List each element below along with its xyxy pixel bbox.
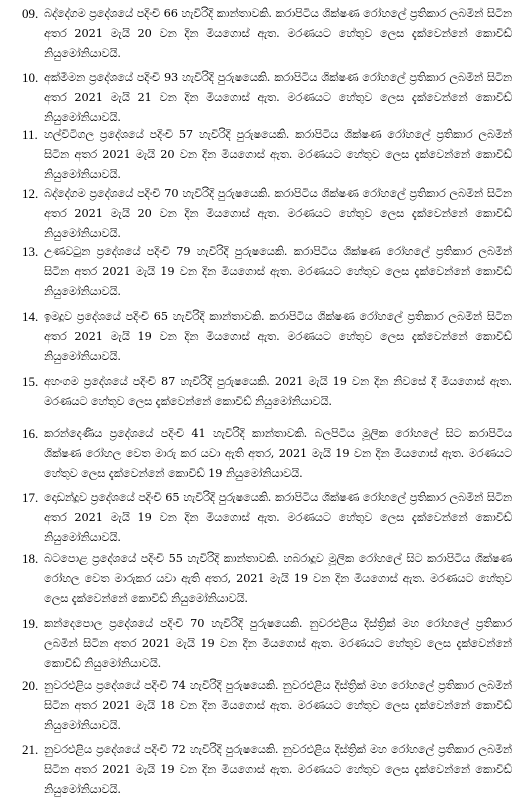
item-number: 16. xyxy=(22,426,39,441)
item-number: 09. xyxy=(22,6,39,21)
list-item xyxy=(22,372,512,412)
item-number: 13. xyxy=(22,244,39,259)
item-text: බද්දේගම ප්‍රදේශයේ පදිංචි 70 හැවිරිදි පුරුෂයෙකි. කරාපිටිය ශික්ෂණ රෝහලේ ප්‍රතිකාර ලබමින් සිටින අතර 2021 මැයි 20 වන දින මියගොස් ඇත. මරණයට හේතුව ලෙස දැක්වෙන්නේ කොවිඩ් නියුමෝනියාවයි. xyxy=(44,187,512,240)
item-text: අක්මීමන ප්‍රදේශයේ පදිංචි 93 හැවිරිදි පුරුෂයෙකි. කරාපිටිය ශික්ෂණ රෝහලේ ප්‍රතිකාර ලබමින් සිටින අතර 2021 මැයි 21 වන දින මියගොස් ඇත. මරණයට හේතුව ලෙස දැක්වෙන්නේ කොවිඩ් නියුමෝනියාවයි. xyxy=(44,71,512,124)
list-item xyxy=(22,307,512,367)
item-text: ඉමදූව ප්‍රදේශයේ පදිංචි 65 හැවිරිදි කාන්තාවකි. කරාපිටිය ශික්ෂණ රෝහලේ ප්‍රතිකාර ලබමින් සිටින අතර 2021 මැයි 19 වන දින මියගොස් ඇත. මරණයට හේතුව ලෙස දැක්වෙන්නේ කොවිඩ් නියුමෝනියාවයි. xyxy=(44,310,512,363)
item-number: 17. xyxy=(22,490,39,505)
item-number: 12. xyxy=(22,186,39,201)
list-item xyxy=(22,614,512,674)
list-item xyxy=(22,740,512,800)
item-number: 14. xyxy=(22,309,39,324)
list-item xyxy=(22,549,512,609)
list-item xyxy=(22,488,512,548)
item-text: දොඩන්දූව ප්‍රදේශයේ පදිංචි 65 හැවිරිදි පුරුෂයෙකි. කරාපිටිය ශික්ෂණ රෝහලේ ප්‍රතිකාර ලබමින් සිටින අතර 2021 මැයි 19 වන දින මියගොස් ඇත. මරණයට හේතුව ලෙස දැක්වෙන්නේ කොවිඩ් නියුමෝනියාවයි. xyxy=(44,491,512,544)
item-number: 11. xyxy=(22,127,38,142)
item-text: බටපොළ ප්‍රදේශයේ පදිංචි 55 හැවිරිදි කාන්තාවකි. හබරාදූව මූලික රෝහලේ සිට කරාපිටිය ශික්ෂණ රෝහල වෙත මාරුකර යවා ඇති අතර, 2021 මැයි 19 වන දින මියගොස් ඇත. මරණයට හේතුව ලෙස දැක්වෙන්නේ කොවිඩ් නියුමෝනියාවයි. xyxy=(44,552,512,605)
list-item xyxy=(22,125,512,185)
item-text: උණවටුන ප්‍රදේශයේ පදිංචි 79 හැවිරිදි පුරුෂයෙකි. කරාපිටිය ශික්ෂණ රෝහලේ ප්‍රතිකාර ලබමින් සිටින අතර 2021 මැයි 19 වන දින මියගොස් ඇත. මරණයට හේතුව ලෙස දැක්වෙන්නේ කොවිඩ් නියුමෝනියාවයි. xyxy=(44,245,512,298)
item-number: 21. xyxy=(22,742,39,757)
item-text: අහංගම ප්‍රදේශයේ පදිංචි 87 හැවිරිදි පුරුෂයෙකි. 2021 මැයි 19 වන දින නිවසේ දී මියගොස් ඇත. මරණයට හේතුව ලෙස දැක්වෙන්නේ කොවිඩ් නියුමෝනියාවයි. xyxy=(44,375,512,408)
item-number: 15. xyxy=(22,374,39,389)
list-item xyxy=(22,242,512,302)
list-item xyxy=(22,184,512,244)
item-text: බද්දේගම ප්‍රදේශයේ පදිංචි 66 හැවිරිදි කාන්තාවකි. කරාපිටිය ශික්ෂණ රෝහලේ ප්‍රතිකාර ලබමින් සිටින අතර 2021 මැයි 20 වන දින මියගොස් ඇත. මරණයට හේතුව ලෙස දැක්වෙන්නේ කොවිඩ් නියුමෝනියාවයි. xyxy=(44,7,512,60)
item-text: නුවරඑළිය ප්‍රදේශයේ පදිංචි 74 හැවිරිදි පුරුෂයෙකි. නුවරඑළිය දිස්ත්‍රික් මහ රෝහලේ ප්‍රතිකාර ලබමින් සිටින අතර 2021 මැයි 18 වන දින මියගොස් ඇත. මරණයට හේතුව ලෙස දැක්වෙන්නේ කොවිඩ් නියුමෝනියාවයි. xyxy=(44,679,512,732)
item-number: 19. xyxy=(22,616,39,631)
item-text: කරන්දෙණිය ප්‍රදේශයේ පදිංචි 41 හැවිරිදි කාන්තාවකි. බලපිටිය මූලික රෝහලේ සිට කරාපිටිය ශික්ෂණ රෝහල වෙත මාරු කර යවා ඇති අතර, 2021 මැයි 19 වන දින මියගොස් ඇත. මරණයට හේතුව ලෙස දැක්වෙන්නේ කොවිඩ් 19 නියුමෝනියාවයි. xyxy=(44,427,512,480)
item-number: 18. xyxy=(22,551,39,566)
list-item xyxy=(22,4,512,64)
item-text: කන්දෙපොල ප්‍රදේශයේ පදිංචි 70 හැවිරිදි පුරුෂයෙකි. නුවරඑළිය දිස්ත්‍රික් මහ රෝහලේ ප්‍රතිකාර ලබමින් සිටින අතර 2021 මැයි 19 වන දින මියගොස් ඇත. මරණයට හේතුව ලෙස දැක්වෙන්නේ කොවිඩ් නියුමෝනියාවයි. xyxy=(44,617,512,670)
item-number: 10. xyxy=(22,70,39,85)
list-item xyxy=(22,68,512,128)
item-number: 20. xyxy=(22,678,39,693)
item-text: හල්විටිගල ප්‍රදේශයේ පදිංචි 57 හැවිරිදි පුරුෂයෙකි. කරාපිටිය ශික්ෂණ රෝහලේ ප්‍රතිකාර ලබමින් සිටින අතර 2021 මැයි 20 වන දින මියගොස් ඇත. මරණයට හේතුව ලෙස දැක්වෙන්නේ කොවිඩ් නියුමෝනියාවයි. xyxy=(44,128,512,181)
list-item xyxy=(22,676,512,736)
list-item xyxy=(22,424,512,484)
item-text: නුවරඑළිය ප්‍රදේශයේ පදිංචි 72 හැවිරිදි පුරුෂයෙකි. නුවරඑළිය දිස්ත්‍රික් මහ රෝහලේ ප්‍රතිකාර ලබමින් සිටින අතර 2021 මැයි 19 වන දින මියගොස් ඇත. මරණයට හේතුව ලෙස දැක්වෙන්නේ කොවිඩ් නියුමෝනියාවයි. xyxy=(44,743,512,796)
